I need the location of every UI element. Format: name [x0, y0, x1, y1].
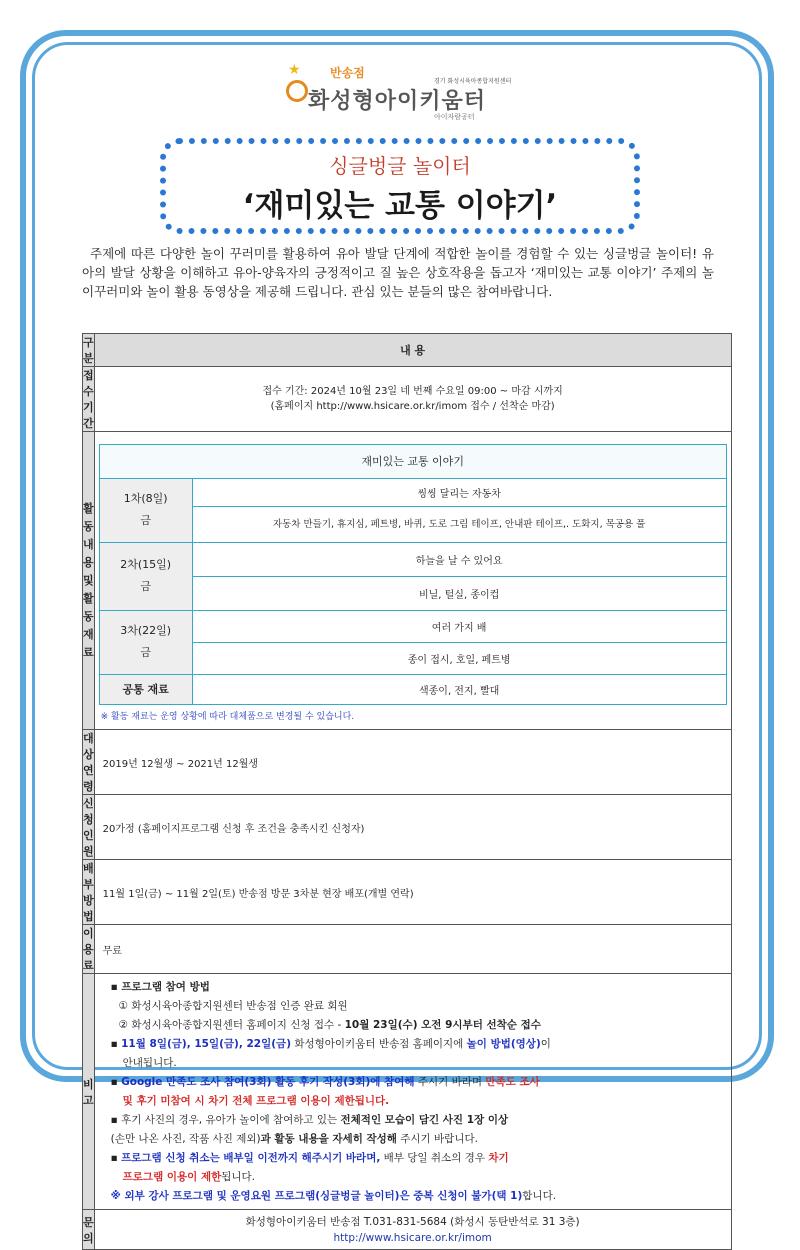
remarks-line-4e: 이: [540, 1037, 551, 1050]
remarks-line-1: ▪ 프로그램 참여 방법: [110, 980, 210, 993]
smile-face-icon: [286, 80, 308, 102]
remarks-line-9: [111, 1187, 723, 1206]
activity-title: 재미있는 교통 이야기: [99, 444, 726, 478]
remarks-line-5c: 주시기 바라며: [414, 1075, 486, 1088]
session-1-round: 1차(8일): [123, 492, 168, 505]
activity-label-1: 활동 내용: [83, 501, 94, 569]
common-label: 공통 재료: [99, 674, 192, 704]
session-3-materials: 종이 접시, 호일, 페트병: [192, 642, 726, 674]
session-3-round: 3차(22일): [120, 624, 172, 637]
remarks-line-4c: 화성형아이키움터 반송점 홈페이지에: [291, 1037, 467, 1050]
distribution-value: 11월 1일(금) ~ 11월 2일(토) 반송점 방문 3차분 현장 배포(개별 연락): [94, 860, 731, 925]
remarks-line-7b: 과: [260, 1132, 275, 1145]
header-content: 내 용: [94, 334, 731, 367]
session-2-round: 2차(15일): [120, 558, 172, 571]
session-1-date: [99, 478, 192, 542]
session-3-topic: 여러 가지 배: [192, 610, 726, 642]
reception-period: 접수 기간: 2024년 10월 23일 네 번째 수요일 09:00 ~ 마감 시까지: [262, 386, 563, 397]
target-value: 2019년 12월생 ~ 2021년 12월생: [94, 730, 731, 795]
title-line1: 싱글벙글 놀이터: [329, 154, 471, 178]
remarks-line-7a: (손만 나온 사진, 작품 사진 제외): [110, 1132, 261, 1145]
activity-inner-table: [99, 444, 727, 705]
remarks-line-8f: 됩니다.: [221, 1170, 256, 1183]
reception-label: 접수 기간: [83, 367, 95, 432]
remarks-line-5e: 및 후기 미참여 시 차기 전체 프로그램 이용이 제한됩니다.: [122, 1094, 390, 1107]
reception-homepage: (홈페이지 http://www.hsicare.or.kr/imom 접수 / 선착순 마감): [270, 401, 555, 412]
remarks-line-8d: 차기: [488, 1151, 509, 1164]
logo-branch: 반송점: [330, 66, 365, 80]
remarks-line-5b: Google 만족도 조사 참여(3회) 활동 후기 작성(3회)에 참여해: [121, 1075, 415, 1088]
remarks-line-2: ① 화성시육아종합지원센터 반송점 인증 완료 회원: [118, 999, 348, 1012]
remarks-line-8-cont: [111, 1168, 723, 1187]
header-category: 구 분: [83, 334, 95, 367]
capacity-label: 신청 인원: [83, 795, 95, 860]
intro-paragraph: 주제에 따른 다양한 놀이 꾸러미를 활용하여 유아 발달 단계에 적합한 놀이를 경험할 수 있는 싱글벙글 놀이터! 유아의 발달 상황을 이해하고 유아-양육자의 긍정적이고 질 높은 상호작용을 돕고자 ‘재미있는 교통 이야기’ 주제의 놀이꾸러미와 놀이 활용 동영상을 제공해 드립니다. 관심 있는 분들의 많은 참여바랍니다.: [82, 246, 714, 299]
common-materials: 색종이, 전지, 빨대: [192, 674, 726, 704]
remarks-line-7: [111, 1130, 723, 1149]
session-1-materials: 자동차 만들기, 휴지심, 페트병, 바퀴, 도로 그림 테이프, 안내판 테이프,. 도화지, 목공용 풀: [192, 506, 726, 542]
session-3-day: 금: [140, 646, 151, 659]
remarks-line-5a: ▪: [110, 1075, 122, 1088]
remarks-line-4b: 11월 8일(금), 15일(금), 22일(금): [121, 1037, 291, 1050]
session-3-date: [99, 610, 192, 674]
center-logo: [286, 62, 516, 132]
activity-cell: [94, 432, 731, 730]
remarks-line-8: [111, 1149, 723, 1168]
remarks-line-8c: 배부 당일 취소의 경우: [380, 1151, 489, 1164]
remarks-line-5d: 만족도 조사: [485, 1075, 540, 1088]
session-1-topic: 씽씽 달리는 자동차: [192, 478, 726, 506]
activity-label-3: 활동 재료: [83, 591, 94, 659]
fee-value: 무료: [94, 925, 731, 974]
logo-org: 경기 화성시육아종합지원센터: [434, 78, 512, 85]
session-2-materials: 비닐, 털실, 종이컵: [192, 576, 726, 610]
remarks-line-4a: ▪: [110, 1037, 122, 1050]
logo-sub: 아이자람공터: [434, 113, 475, 121]
activity-label-2: 및: [83, 573, 94, 587]
remarks-line-9b: 합니다.: [522, 1189, 557, 1202]
info-table: [82, 333, 732, 1250]
remarks-line-8a: ▪: [110, 1151, 122, 1164]
capacity-value: 20가정 (홈페이지프로그램 신청 후 조건을 충족시킨 신청자): [94, 795, 731, 860]
remarks-line-4f: 안내됩니다.: [122, 1056, 177, 1069]
distribution-label: 배부 방법: [83, 860, 95, 925]
fee-label: 이 용 료: [83, 925, 95, 974]
contact-cell: [94, 1210, 731, 1250]
contact-label: 문 의: [83, 1210, 95, 1250]
remarks-line-3b: 10월 23일(수) 오전 9시부터 선착순 접수: [344, 1018, 541, 1031]
remarks-line-5: [111, 1073, 723, 1092]
contact-address: 화성형아이키움터 반송점 T.031-831-5684 (화성시 동탄반석로 31 3층): [245, 1215, 580, 1228]
remarks-line-6: [111, 1111, 723, 1130]
activity-note: ※ 활동 재료는 운영 상황에 따라 대체품으로 변경될 수 있습니다.: [100, 711, 355, 722]
reception-cell: [94, 367, 731, 432]
remarks-line-6a: ▪ 후기 사진의 경우, 유아가 놀이에 참여하고 있는: [110, 1113, 341, 1126]
logo-name: 화성형아이키움터: [308, 89, 487, 114]
title-line2: ‘재미있는 교통 이야기’: [242, 188, 558, 224]
remarks-line-7c: 활동 내용을 자세히 작성해: [274, 1132, 397, 1145]
session-1-day: 금: [140, 514, 151, 527]
remarks-line-3: [111, 1016, 723, 1035]
session-2-topic: 하늘을 날 수 있어요: [192, 542, 726, 576]
remarks-line-6b: 전체적인 모습이 담긴 사진 1장 이상: [340, 1113, 509, 1126]
remarks-line-9a: ※ 외부 강사 프로그램 및 운영요원 프로그램(싱글벙글 놀이터)은 중복 신청이 불가(택 1): [110, 1189, 523, 1202]
remarks-line-3a: ② 화성시육아종합지원센터 홈페이지 신청 접수 -: [118, 1018, 345, 1031]
session-2-date: [99, 542, 192, 610]
star-icon: ★: [288, 62, 301, 78]
activity-label: [83, 432, 95, 730]
remarks-line-4d: 놀이 방법(영상): [466, 1037, 541, 1050]
remarks-line-8e: 프로그램 이용이 제한: [122, 1170, 222, 1183]
session-2-day: 금: [140, 580, 151, 593]
contact-link[interactable]: http://www.hsicare.or.kr/imom: [333, 1231, 492, 1244]
remarks-cell: [94, 974, 731, 1210]
remarks-line-4: [111, 1035, 723, 1054]
remarks-line-8b: 프로그램 신청 취소는 배부일 이전까지 해주시기 바라며,: [121, 1151, 381, 1164]
remarks-label: 비 고: [83, 974, 95, 1210]
remarks-line-7d: 주시기 바랍니다.: [396, 1132, 478, 1145]
target-label: 대상 연령: [83, 730, 95, 795]
